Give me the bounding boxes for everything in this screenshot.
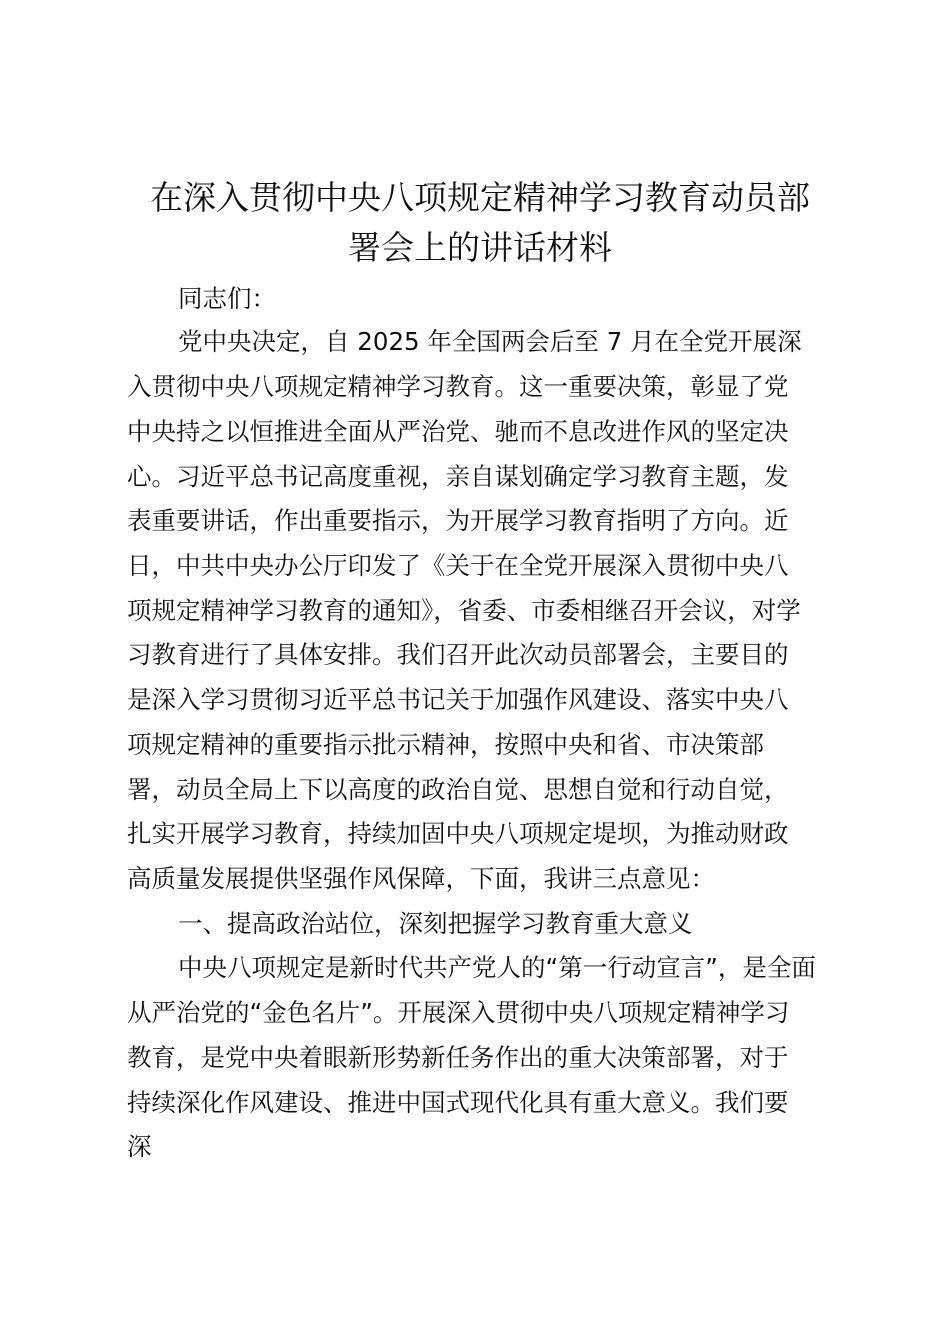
body-line: 扎实开展学习教育，持续加固中央八项规定堤坝，为推动财政	[127, 819, 789, 848]
document-title-line-1: 在深入贯彻中央八项规定精神学习教育动员部	[150, 178, 810, 217]
body-line: 项规定精神学习教育的通知》，省委、市委相继召开会议，对学	[127, 596, 801, 625]
body-line: 党中央决定，自 2025 年全国两会后至 7 月在全党开展深	[178, 327, 802, 356]
document-title-line-2: 署会上的讲话材料	[348, 228, 612, 267]
body-line: 持续深化作风建设、推进中国式现代化具有重大意义。我们要	[127, 1088, 789, 1117]
body-line: 入贯彻中央八项规定精神学习教育。这一重要决策，彰显了党	[127, 372, 789, 401]
body-line: 署，动员全局上下以高度的政治自觉、思想自觉和行动自觉，	[127, 775, 789, 804]
section-heading: 一、提高政治站位，深刻把握学习教育重大意义	[178, 909, 693, 938]
body-line: 习教育进行了具体安排。我们召开此次动员部署会，主要目的	[127, 640, 789, 669]
body-line: 中央八项规定是新时代共产党人的“第一行动宣言”，是全面	[178, 953, 816, 982]
body-line: 从严治党的“金色名片”。开展深入贯彻中央八项规定精神学习	[127, 998, 790, 1027]
body-line: 是深入学习贯彻习近平总书记关于加强作风建设、落实中央八	[127, 685, 789, 714]
body-line: 教育，是党中央着眼新形势新任务作出的重大决策部署，对于	[127, 1043, 789, 1072]
body-line: 日，中共中央办公厅印发了《关于在全党开展深入贯彻中央八	[127, 551, 789, 580]
body-line: 中央持之以恒推进全面从严治党、驰而不息改进作风的坚定决	[127, 417, 789, 446]
body-line: 表重要讲话，作出重要指示，为开展学习教育指明了方向。近	[127, 506, 789, 535]
salutation: 同志们：	[178, 284, 276, 313]
body-line: 心。习近平总书记高度重视，亲自谋划确定学习教育主题，发	[127, 462, 789, 491]
body-line: 深	[127, 1132, 152, 1161]
body-line: 高质量发展提供坚强作风保障，下面，我讲三点意见：	[127, 864, 715, 893]
body-line: 项规定精神的重要指示批示精神，按照中央和省、市决策部	[127, 730, 764, 759]
